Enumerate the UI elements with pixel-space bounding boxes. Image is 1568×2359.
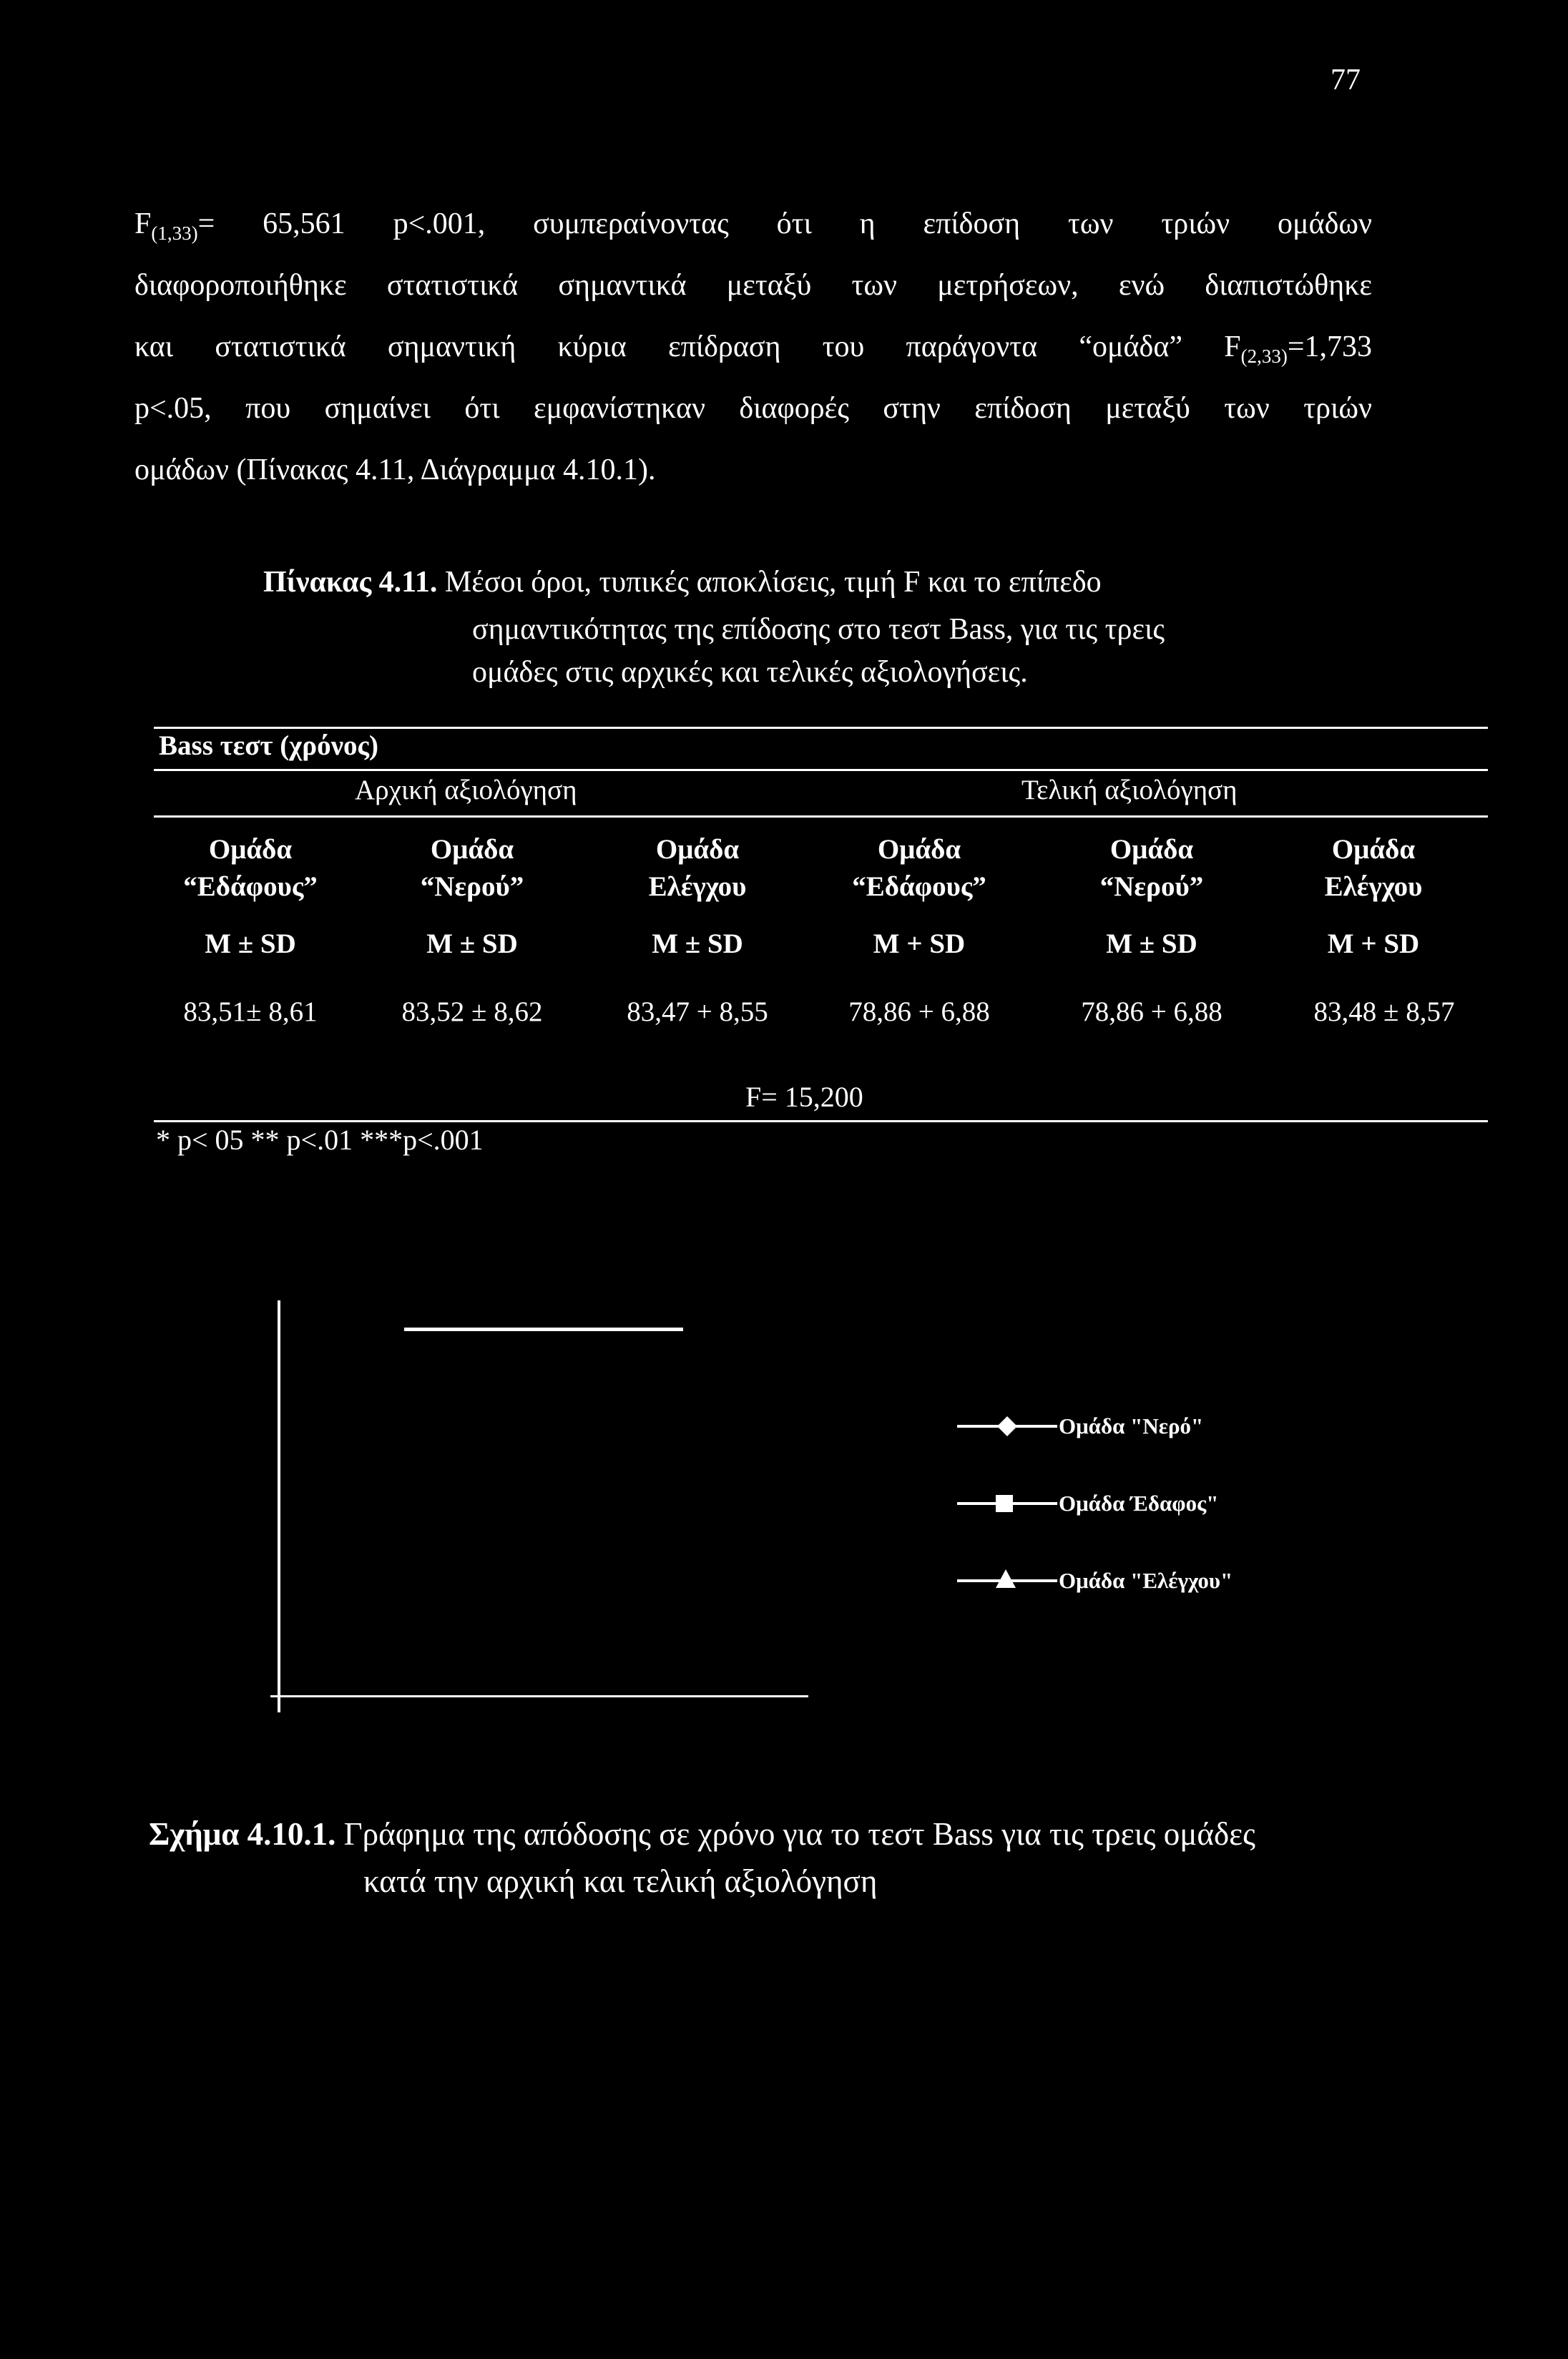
table-cell: 83,47 + 8,55 (627, 996, 768, 1027)
column-group-label: Ομάδα (208, 834, 293, 865)
paragraph-text-1: = 65,561 p<.001, συμπεραίνοντας ότι η επίδοση των τριών ομάδων (197, 207, 1372, 240)
table-caption-line-1: Μέσοι όροι, τυπικές αποκλίσεις, τιμή F και το επίπεδο (444, 566, 1102, 599)
table-caption (263, 565, 1102, 599)
table-test-label: Bass τεστ (χρόνος) (159, 730, 378, 761)
column-name-label: “Εδάφους” (852, 871, 986, 902)
page-number: 77 (1331, 64, 1361, 97)
column-group-label: Ομάδα (430, 834, 514, 865)
legend-label-water: Ομάδα "Νερό" (1059, 1413, 1204, 1438)
f-subscript-2: (2,33) (1240, 345, 1288, 367)
stat-label: M ± SD (1106, 928, 1197, 959)
paragraph-line-2 (134, 255, 1372, 316)
column-header-3 (604, 831, 790, 906)
initial-evaluation-label: Αρχική αξιολόγηση (355, 775, 577, 805)
paragraph-text-3b: =1,733 (1287, 330, 1372, 363)
figure-caption-line-1: Γράφημα της απόδοσης σε χρόνο για το τεστ Bass για τις τρεις ομάδες (343, 1816, 1255, 1852)
paragraph-text-5: ομάδων (Πίνακας 4.11, Διάγραμμα 4.10.1). (134, 453, 656, 486)
diamond-marker-icon (996, 1415, 1019, 1438)
table-cell: 83,48 ± 8,57 (1313, 996, 1455, 1027)
f-subscript-1: (1,33) (151, 222, 198, 244)
column-header-5 (1059, 831, 1245, 906)
column-group-label: Ομάδα (1109, 834, 1194, 865)
square-marker-icon (994, 1494, 1014, 1514)
triangle-marker-icon (994, 1568, 1017, 1589)
series-lines-overlap (404, 1328, 683, 1331)
table-top-rule (154, 727, 1488, 729)
column-header-4 (815, 831, 1023, 906)
column-group-label: Ομάδα (655, 834, 740, 865)
paragraph-line-4 (134, 378, 1372, 439)
column-header-1 (157, 831, 343, 906)
table-cell: 78,86 + 6,88 (848, 996, 990, 1027)
column-header-6 (1280, 831, 1466, 906)
paragraph-line-3 (134, 316, 1372, 387)
f-value: F= 15,200 (745, 1081, 863, 1113)
stat-label: M ± SD (426, 928, 518, 959)
significance-footnote: * p< 05 ** p<.01 ***p<.001 (156, 1124, 484, 1156)
column-header-2 (379, 831, 565, 906)
column-group-label: Ομάδα (877, 834, 961, 865)
table-caption-line-3: ομάδες στις αρχικές και τελικές αξιολογήσεις. (472, 656, 1028, 689)
table-rule-2 (154, 769, 1488, 771)
figure-caption-label: Σχήμα 4.10.1. (149, 1816, 336, 1852)
legend-label-ground: Ομάδα Έδαφος" (1059, 1491, 1219, 1516)
column-name-label: “Νερού” (420, 871, 524, 902)
y-axis (278, 1300, 280, 1712)
paragraph-text-2: διαφοροποιήθηκε στατιστικά σημαντικά μεταξύ των μετρήσεων, ενώ διαπιστώθηκε (134, 269, 1372, 302)
paragraph-line-5 (134, 439, 655, 501)
figure-caption (149, 1815, 1255, 1853)
stat-label: M + SD (1327, 928, 1420, 959)
column-name-label: Ελέγχου (648, 871, 747, 902)
column-group-label: Ομάδα (1331, 834, 1416, 865)
stat-label: M ± SD (652, 928, 743, 959)
table-rule-3 (154, 815, 1488, 818)
column-name-label: “Εδάφους” (183, 871, 318, 902)
column-name-label: Ελέγχου (1324, 871, 1423, 902)
table-caption-line-2: σημαντικότητας της επίδοσης στο τεστ Bass, για τις τρεις (472, 613, 1165, 646)
final-evaluation-label: Τελική αξιολόγηση (1021, 775, 1238, 805)
table-bottom-rule (154, 1120, 1488, 1122)
stat-label: M + SD (873, 928, 966, 959)
f-symbol-1: F (134, 207, 152, 240)
stat-label: M ± SD (205, 928, 296, 959)
figure-caption-line-2: κατά την αρχική και τελική αξιολόγηση (363, 1863, 878, 1899)
table-cell: 83,51± 8,61 (183, 996, 318, 1027)
legend-label-control: Ομάδα "Ελέγχου" (1059, 1568, 1233, 1593)
paragraph-text-3: και στατιστικά σημαντική κύρια επίδραση του παράγοντα “ομάδα” F (134, 330, 1241, 363)
paragraph-line-1 (134, 193, 1372, 264)
table-cell: 78,86 + 6,88 (1081, 996, 1222, 1027)
table-caption-label: Πίνακας 4.11. (263, 566, 438, 599)
table-cell: 83,52 ± 8,62 (401, 996, 543, 1027)
column-name-label: “Νερού” (1099, 871, 1204, 902)
paragraph-text-4: p<.05, που σημαίνει ότι εμφανίστηκαν διαφορές στην επίδοση μεταξύ των τριών (134, 392, 1372, 425)
x-axis (270, 1695, 808, 1697)
